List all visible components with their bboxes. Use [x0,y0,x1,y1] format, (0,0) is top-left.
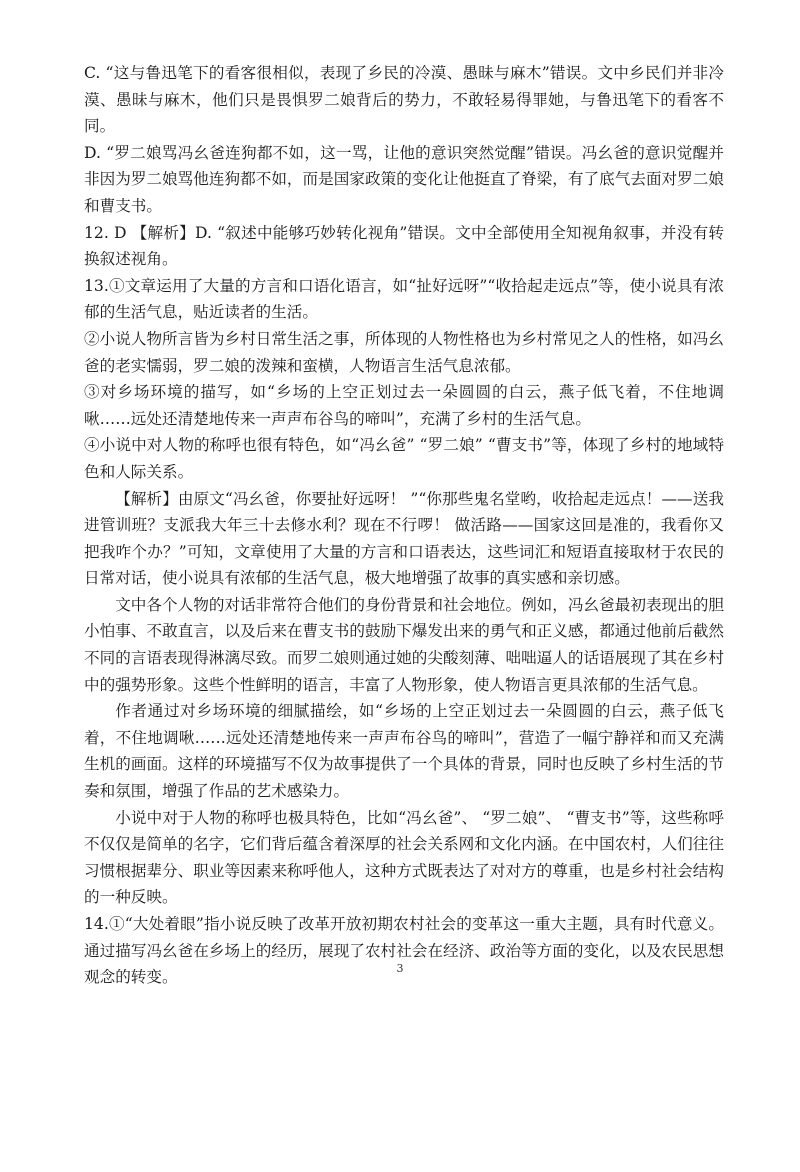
answer-14-point-1: 14.①“大处着眼”指小说反映了改革开放初期农村社会的变革这一重大主题，具有时代意义。通过描写冯幺爸在乡场上的经历，展现了农村社会在经济、政治等方面的变化，以及农民思想观念的转变。 [84,915,724,987]
analysis-paragraph-3: 作者通过对乡场环境的细腻描绘，如“乡场的上空正划过去一朵圆圆的白云，燕子低飞着，不住地调啾……远处还清楚地传来一声声布谷鸟的啼叫”，营造了一幅宁静祥和而又充满生机的画面。这样的环境描写不仅为故事提供了一个具体的背景，同时也反映了乡村生活的节奏和氛围，增强了作品的艺术感染力。 [84,702,724,801]
answer-option-c: C. “这与鲁迅笔下的看客很相似，表现了乡民的冷漠、愚昧与麻木”错误。文中乡民们并非冷漠、愚昧与麻木，他们只是畏惧罗二娘背后的势力，不敢轻易得罪她，与鲁迅笔下的看客不同。 [84,64,724,136]
page-number: 3 [396,962,404,975]
analysis-paragraph-1: 【解析】由原文“冯幺爸，你要扯好远呀！ ”“你那些鬼名堂哟，收拾起走远点！——送我进管训班？支派我大年三十去修水利？现在不行啰！ 做活路——国家这回是准的，我看你又把我咋个办？”可知，文章使用了大量的方言和口语表达，这些词汇和短语直接取材于农民的日常对话，使小说具有浓郁的生活气息，极大地增强了故事的真实感和亲切感。 [84,489,724,588]
document-body [84,60,724,991]
answer-13-point-4: ④小说中对人物的称呼也很有特色，如“冯幺爸” “罗二娘” “曹支书”等，体现了乡村的地域特色和人际关系。 [84,436,724,481]
answer-13-point-3: ③对乡场环境的描写，如“乡场的上空正划过去一朵圆圆的白云，燕子低飞着，不住地调啾……远处还清楚地传来一声声布谷鸟的啼叫”，充满了乡村的生活气息。 [84,383,724,428]
answer-option-d: D. “罗二娘骂冯幺爸连狗都不如，这一骂，让他的意识突然觉醒”错误。冯幺爸的意识觉醒并非因为罗二娘骂他连狗都不如，而是国家政策的变化让他挺直了脊梁，有了底气去面对罗二娘和曹支书。 [84,143,724,215]
answer-13-point-2: ②小说人物所言皆为乡村日常生活之事，所体现的人物性格也为乡村常见之人的性格，如冯幺爸的老实懦弱，罗二娘的泼辣和蛮横，人物语言生活气息浓郁。 [84,329,724,375]
answer-12: 12. D 【解析】D. “叙述中能够巧妙转化视角”错误。文中全部使用全知视角叙事，并没有转换叙述视角。 [84,223,724,269]
analysis-paragraph-2: 文中各个人物的对话非常符合他们的身份背景和社会地位。例如，冯幺爸最初表现出的胆小怕事、不敢直言，以及后来在曹支书的鼓励下爆发出来的勇气和正义感，都通过他前后截然不同的言语表现得淋漓尽致。而罗二娘则通过她的尖酸刻薄、咄咄逼人的话语展现了其在乡村中的强势形象。这些个性鲜明的语言，丰富了人物形象，使人物语言更具浓郁的生活气息。 [84,595,724,694]
analysis-paragraph-4: 小说中对于人物的称呼也极具特色，比如“冯幺爸”、 “罗二娘”、 “曹支书”等，这些称呼不仅仅是简单的名字，它们背后蕴含着深厚的社会关系网和文化内涵。在中国农村，人们往往习惯根据辈分、职业等因素来称呼他人，这种方式既表达了对对方的尊重，也是乡村社会结构的一种反映。 [84,808,724,907]
answer-13-point-1: 13.①文章运用了大量的方言和口语化语言，如“扯好远呀”“收拾起走远点”等，使小说具有浓郁的生活气息，贴近读者的生活。 [84,276,724,322]
